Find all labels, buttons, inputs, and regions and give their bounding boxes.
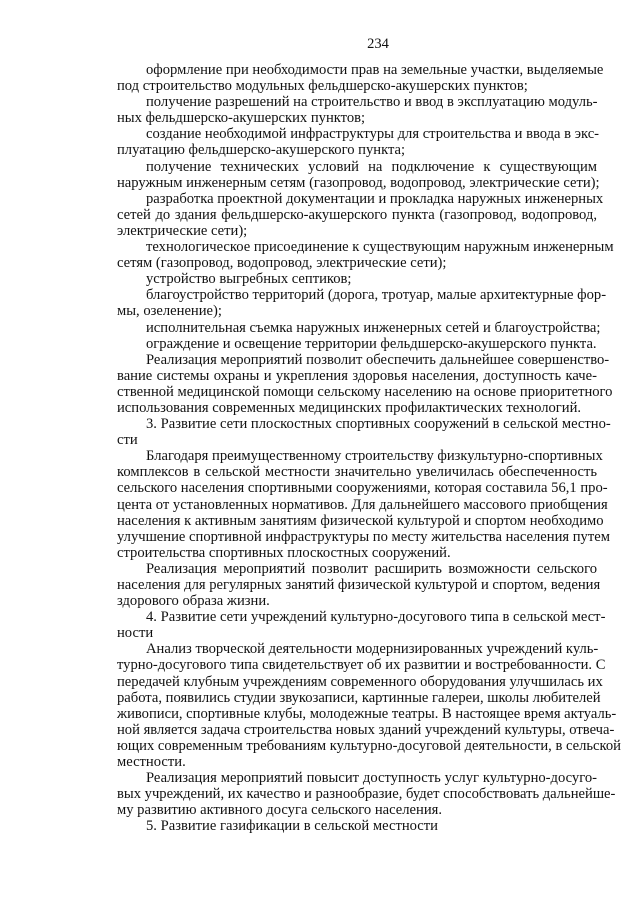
paragraph [117,158,600,191]
paragraph [117,609,606,642]
paragraph-line: передачей клубным учреждениям современного оборудования улучшилась их [117,673,603,690]
paragraph-line: турно-досугового типа свидетельствует об их развитии и востребованности. С [117,657,606,674]
paragraph-line: ных фельдшерско-акушерских пунктов; [117,110,366,127]
paragraph-line: 4. Развитие сети учреждений культурно-досугового типа в сельской мест- [146,609,606,626]
document-body [117,62,621,835]
paragraph-line: ной является задача строительства новых зданий учреждений культуры, отвеча- [117,721,615,738]
paragraph [117,351,613,416]
paragraph [117,818,597,834]
page-number: 234 [367,36,389,52]
paragraph [117,287,607,320]
paragraph-line: разработка проектной документации и прокладка наружных инженерных [146,190,604,207]
paragraph-line: Реализация мероприятий повысит доступность услуг культурно-досуго- [146,770,597,787]
paragraph-line: благоустройство территорий (дорога, тротуар, малые архитектурные фор- [146,287,607,304]
paragraph [117,94,597,126]
paragraph-line: сельского населения спортивными сооружениями, которая составила 56,1 про- [117,480,608,497]
paragraph [117,271,597,287]
paragraph-line: плуатацию фельдшерско-акушерского пункта; [117,142,406,159]
paragraph-line: сти [117,432,138,449]
paragraph-line: технологическое присоединение к существующим наружным инженерным [146,239,614,256]
paragraph-line: работа, появились студии звукозаписи, картинные галереи, школы любителей [117,689,601,706]
paragraph [117,126,600,159]
paragraph-line: комплексов в сельской местности значительно увеличилась обеспеченность [117,464,597,481]
paragraph-line: вание системы охраны и укрепления здоровья населения, доступность каче- [117,367,597,384]
paragraph [117,560,601,610]
paragraph-line: цента от установленных нормативов. Для дальнейшего массового приобщения [117,496,608,513]
paragraph-line: Благодаря преимущественному строительству физкультурно-спортивных [146,448,603,465]
paragraph [117,239,614,272]
paragraph-line: ограждение и освещение территории фельдшерско-акушерского пункта. [146,335,597,352]
paragraph-line: населения к активным занятиям физической культурой и спортом необходимо [117,512,604,529]
paragraph-line: исполнительная съемка наружных инженерных сетей и благоустройства; [146,319,601,336]
paragraph-line: использования современных медицинских профилактических технологий. [117,399,582,416]
paragraph-line: Реализация мероприятий позволит обеспечить дальнейшее совершенство- [146,351,610,368]
paragraph-line: получение технических условий на подключение к существующим [146,158,597,175]
paragraph-line: создание необходимой инфраструктуры для строительства и ввода в экс- [146,126,600,143]
paragraph [117,448,610,561]
paragraph-line: электрические сети); [117,222,248,239]
paragraph-line: под строительство модульных фельдшерско-акушерских пунктов; [117,78,528,95]
paragraph [117,336,597,352]
paragraph-line: мы, озеленение); [117,303,222,320]
paragraph-line: строительства спортивных плоскостных сооружений. [117,544,451,561]
paragraph-line: Анализ творческой деятельности модернизированных учреждений куль- [146,641,599,658]
paragraph [117,62,604,95]
paragraph-line: местности. [117,754,186,771]
paragraph-line: оформление при необходимости прав на земельные участки, выделяемые [146,62,604,78]
paragraph-line: ственной медицинской помощи сельскому населению на основе приоритетного [117,383,613,400]
paragraph-line: 5. Развитие газификации в сельской местности [146,818,438,835]
paragraph-line: получение разрешений на строительство и ввод в эксплуатацию модуль- [146,94,598,111]
paragraph-line: сетям (газопровод, водопровод, электрические сети); [117,255,447,272]
paragraph [117,641,621,771]
paragraph-line: живописи, спортивные клубы, молодежные театры. В настоящее время актуаль- [117,705,617,722]
paragraph [117,319,601,336]
paragraph-line: ности [117,625,154,642]
paragraph-line: ющих современным требованиям культурно-досуговой деятельности, в сельской [117,737,621,754]
paragraph-line: наружным инженерным сетям (газопровод, водопровод, электрические сети); [117,174,600,191]
paragraph [117,770,616,819]
paragraph-line: Реализация мероприятий позволит расширить возможности сельского [146,560,597,577]
paragraph-line: здорового образа жизни. [117,593,270,610]
paragraph-line: улучшение спортивной инфраструктуры по месту жительства населения путем [117,528,610,545]
paragraph-line: вых учреждений, их качество и разнообразие, будет способствовать дальнейше- [117,786,616,803]
paragraph-line: устройство выгребных септиков; [146,271,352,288]
paragraph-line: сетей до здания фельдшерско-акушерского пункта (газопровод, водопровод, [117,206,597,223]
paragraph-line: му развитию активного досуга сельского населения. [117,802,442,819]
paragraph [117,416,611,449]
paragraph [117,190,604,239]
paragraph-line: 3. Развитие сети плоскостных спортивных сооружений в сельской местно- [146,416,611,433]
paragraph-line: населения для регулярных занятий физической культурой и спортом, ведения [117,577,601,593]
